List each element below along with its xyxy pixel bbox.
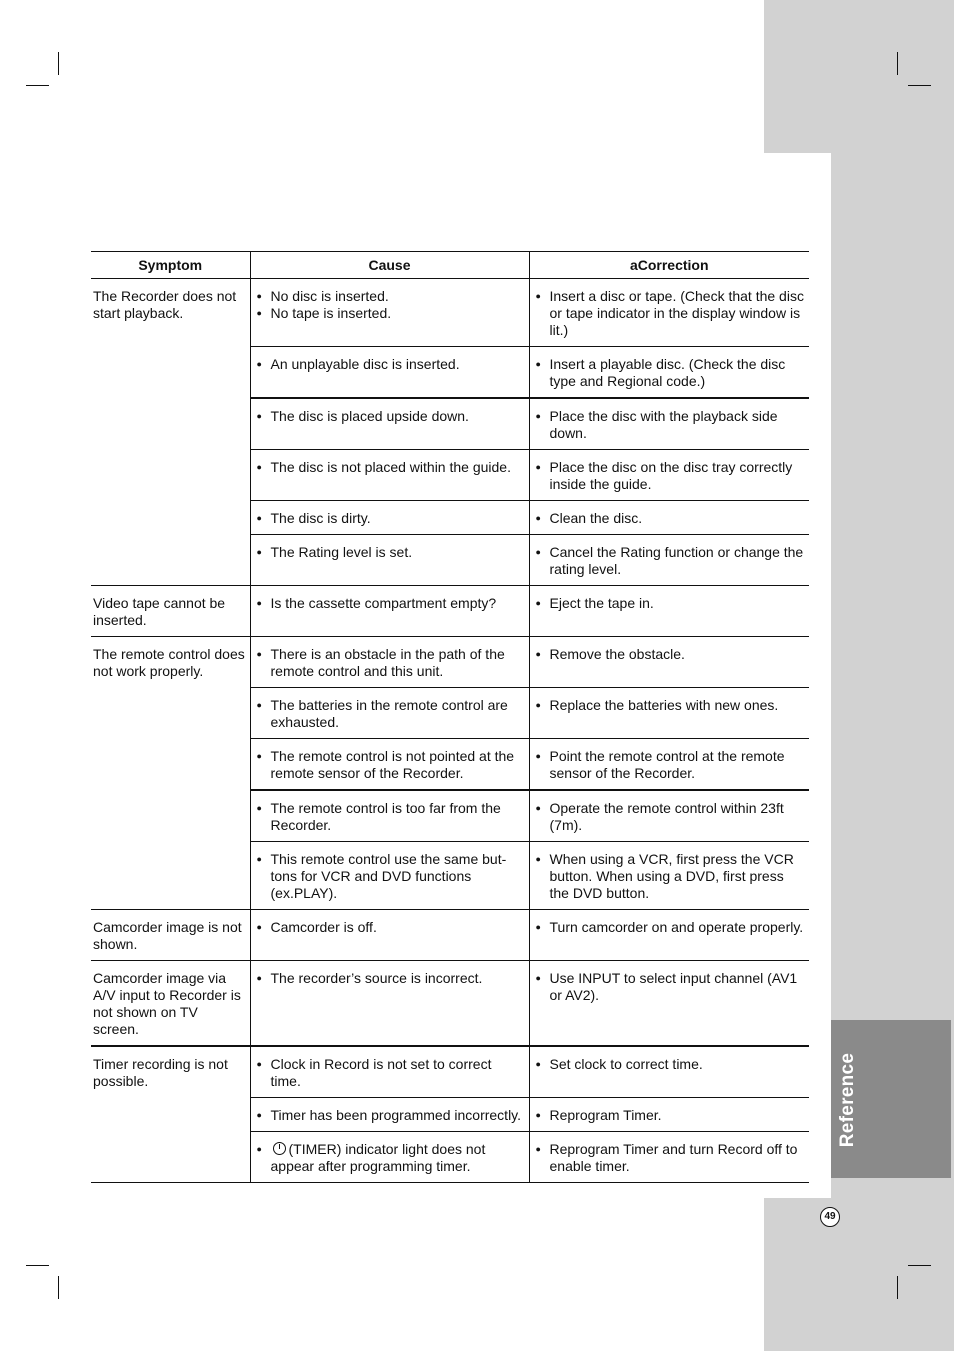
correction-cell (529, 961, 809, 1047)
cause-item: ● There is an obstacle in the path of the remote control and this unit. (257, 646, 525, 680)
table-row (91, 279, 809, 347)
crop-mark (26, 85, 49, 86)
table-row (91, 1046, 809, 1098)
symptom-cell (91, 1046, 250, 1183)
cause-cell (250, 398, 529, 450)
correction-cell (529, 501, 809, 535)
symptom-text: The remote control does not work properly. (93, 646, 245, 679)
crop-mark (897, 1276, 898, 1299)
cause-item: ● The disc is placed upside down. (257, 408, 525, 425)
table-row (91, 637, 809, 688)
correction-item: ● Clean the disc. (536, 510, 806, 527)
cause-item: ● The Rating level is set. (257, 544, 525, 561)
crop-mark (908, 1265, 931, 1266)
correction-cell (529, 347, 809, 399)
symptom-cell (91, 586, 250, 637)
correction-cell (529, 637, 809, 688)
cause-cell (250, 279, 529, 347)
cause-cell (250, 535, 529, 586)
cause-item: ● Timer has been programmed incorrectly. (257, 1107, 525, 1124)
cause-cell (250, 961, 529, 1047)
cause-cell (250, 688, 529, 739)
correction-item: ● Insert a disc or tape. (Check that the disc or tape indicator in the display window is lit.) (536, 288, 806, 339)
correction-item: ● Reprogram Timer and turn Record off to enable timer. (536, 1141, 806, 1175)
correction-item: ● Eject the tape in. (536, 595, 806, 612)
cause-item: ● Camcorder is off. (257, 919, 525, 936)
correction-cell (529, 790, 809, 842)
cause-text: (TIMER) indicator light does not appear after programming timer. (270, 1141, 486, 1174)
correction-cell (529, 739, 809, 791)
symptom-cell (91, 961, 250, 1047)
table-row (91, 961, 809, 1047)
correction-cell (529, 842, 809, 910)
correction-cell (529, 1098, 809, 1132)
correction-cell (529, 1046, 809, 1098)
cause-item: ● The remote control is not pointed at the remote sensor of the Recorder. (257, 748, 525, 782)
page-number: 49 (820, 1207, 840, 1227)
crop-mark (58, 1276, 59, 1299)
cause-item: ● No tape is inserted. (257, 305, 525, 322)
correction-cell (529, 1132, 809, 1183)
cause-item: ● The disc is dirty. (257, 510, 525, 527)
crop-mark (26, 1265, 49, 1266)
correction-item: ● Replace the batteries with new ones. (536, 697, 806, 714)
cause-cell (250, 739, 529, 791)
cause-item: ● An unplayable disc is inserted. (257, 356, 525, 373)
symptom-cell (91, 279, 250, 586)
table-header-row (91, 252, 809, 279)
side-band-bottom (764, 1198, 954, 1351)
correction-item: ● Point the remote control at the remote sensor of the Recorder. (536, 748, 806, 782)
cause-item: ● The recorder’s source is incorrect. (257, 970, 525, 987)
correction-item: ● Operate the remote control within 23ft (7m). (536, 800, 806, 834)
cause-cell (250, 1132, 529, 1183)
symptom-text: Timer recording is not possible. (93, 1056, 228, 1089)
crop-mark (908, 85, 931, 86)
correction-cell (529, 535, 809, 586)
cause-item: ● Clock in Record is not set to correct time. (257, 1056, 525, 1090)
correction-cell (529, 279, 809, 347)
cause-cell (250, 347, 529, 399)
correction-item: ● Place the disc with the playback side down. (536, 408, 806, 442)
correction-item: ● Turn camcorder on and operate properly. (536, 919, 806, 936)
header-cause: Cause (250, 252, 529, 279)
correction-item: ● Reprogram Timer. (536, 1107, 806, 1124)
table-row (91, 586, 809, 637)
cause-item: ● The remote control is too far from the Recorder. (257, 800, 525, 834)
correction-item: ● Place the disc on the disc tray correctly inside the guide. (536, 459, 806, 493)
crop-mark (897, 52, 898, 75)
correction-cell (529, 398, 809, 450)
troubleshooting-table (91, 251, 809, 1183)
cause-item: ● The batteries in the remote control are exhausted. (257, 697, 525, 731)
cause-item: ● No disc is inserted. (257, 288, 525, 305)
cause-cell (250, 790, 529, 842)
cause-cell (250, 842, 529, 910)
cause-cell (250, 450, 529, 501)
correction-cell (529, 586, 809, 637)
header-symptom: Symptom (91, 252, 250, 279)
cause-cell (250, 637, 529, 688)
cause-cell (250, 1046, 529, 1098)
correction-cell (529, 910, 809, 961)
correction-item: ● Use INPUT to select input channel (AV1 or AV2). (536, 970, 806, 1004)
correction-item: ● Remove the obstacle. (536, 646, 806, 663)
symptom-text: Camcorder image is not shown. (93, 919, 242, 952)
side-band-top (764, 0, 954, 153)
symptom-cell (91, 637, 250, 910)
cause-cell (250, 910, 529, 961)
header-correction: aCorrection (529, 252, 809, 279)
cause-cell (250, 501, 529, 535)
correction-item: ● When using a VCR, first press the VCR button. When using a DVD, first press the DVD button. (536, 851, 806, 902)
cause-cell (250, 586, 529, 637)
cause-item: ● The disc is not placed within the guide. (257, 459, 525, 476)
timer-icon (273, 1142, 286, 1155)
cause-cell (250, 1098, 529, 1132)
correction-item: ● Cancel the Rating function or change the rating level. (536, 544, 806, 578)
correction-item: ● Set clock to correct time. (536, 1056, 806, 1073)
cause-item: ● This remote control use the same but-tons for VCR and DVD functions (ex.PLAY). (257, 851, 525, 902)
symptom-cell (91, 910, 250, 961)
table-row (91, 910, 809, 961)
crop-mark (58, 52, 59, 75)
cause-item: ● Is the cassette compartment empty? (257, 595, 525, 612)
correction-item: ● Insert a playable disc. (Check the disc type and Regional code.) (536, 356, 806, 390)
section-tab-label: Reference (837, 1052, 858, 1148)
symptom-text: Video tape cannot be inserted. (93, 595, 226, 628)
cause-item (257, 1141, 525, 1175)
symptom-text: The Recorder does not start playback. (93, 288, 237, 321)
correction-cell (529, 450, 809, 501)
symptom-text: Camcorder image via A/V input to Recorder is not shown on TV screen. (93, 970, 241, 1037)
correction-cell (529, 688, 809, 739)
